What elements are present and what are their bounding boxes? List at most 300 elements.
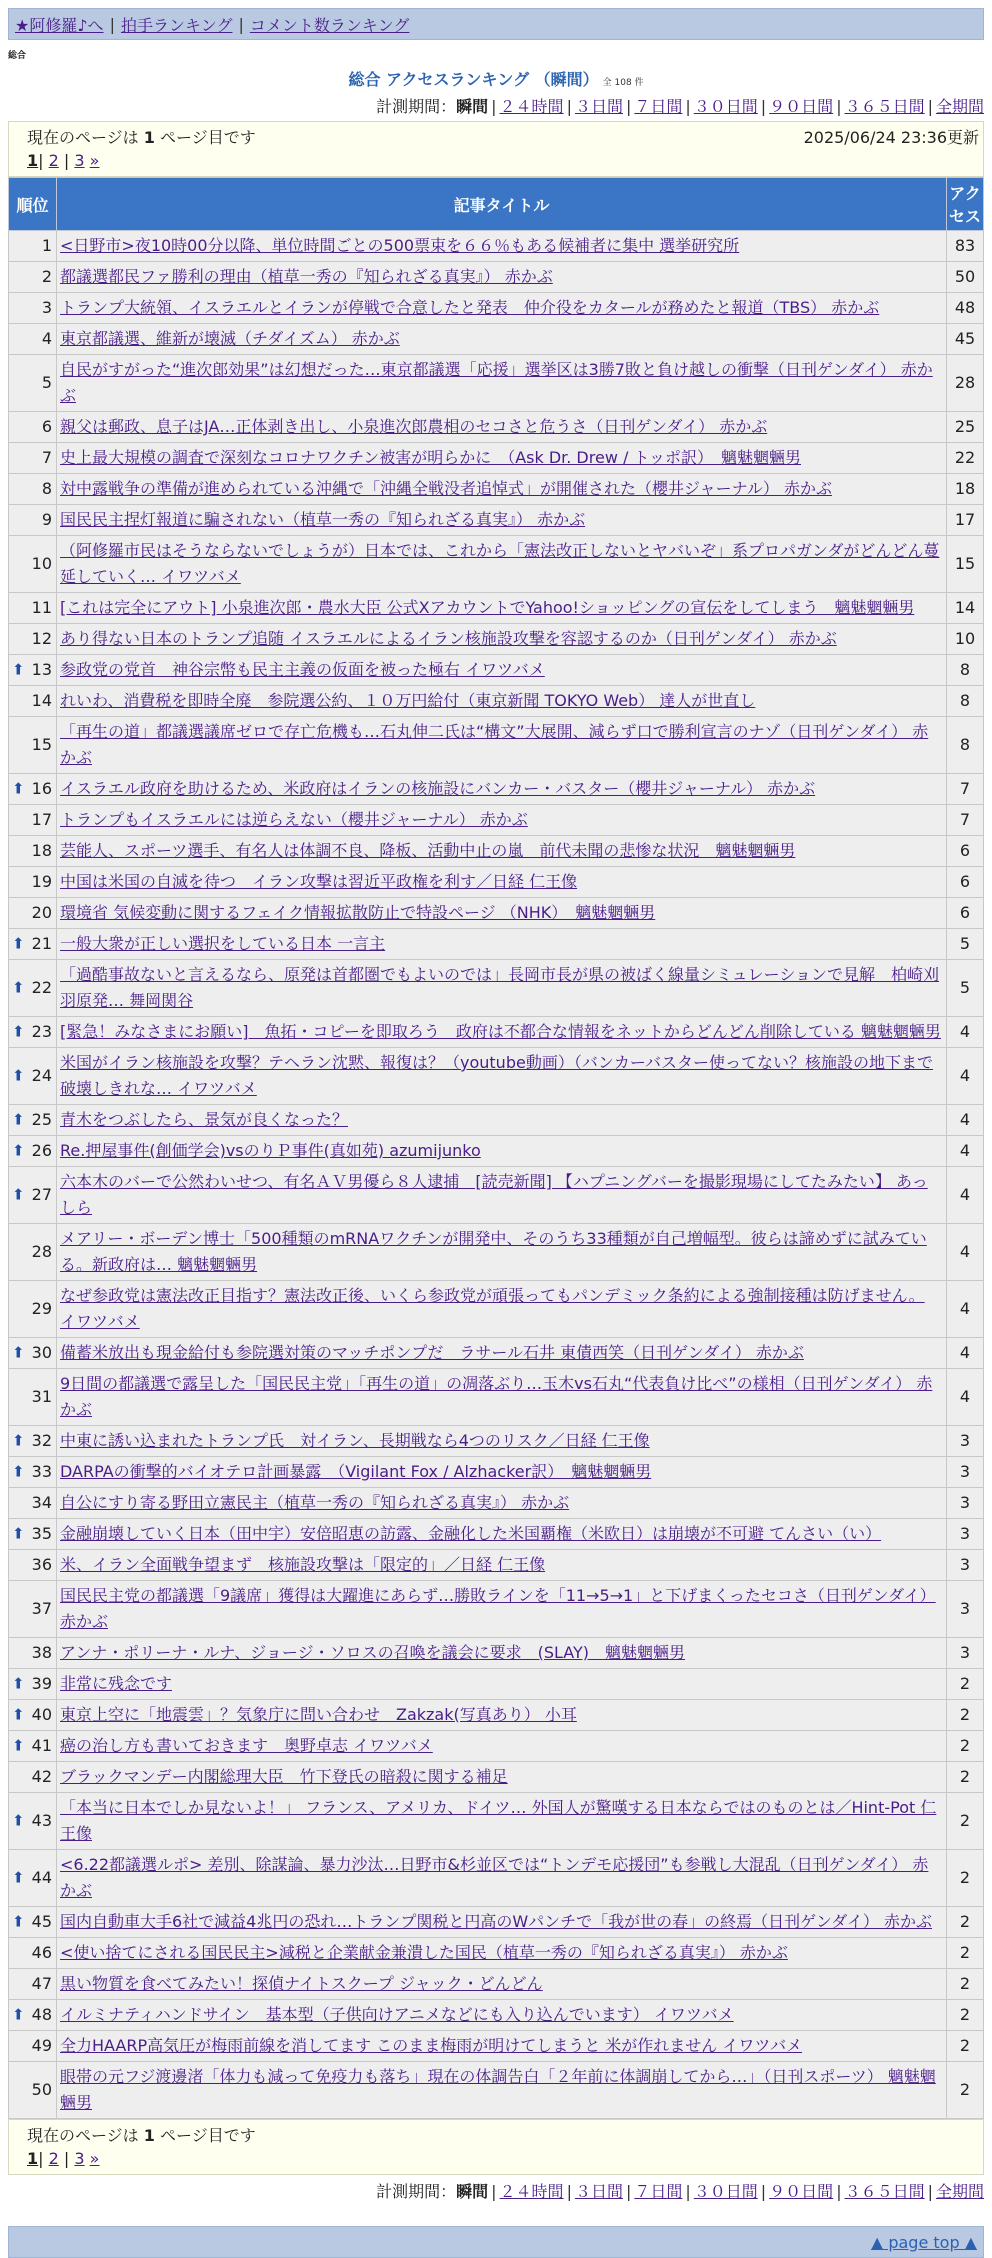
table-row (9, 443, 984, 474)
pager-separator: | (63, 151, 70, 170)
page-top-link[interactable]: ▲ page top ▲ (870, 2232, 977, 2252)
access-count: 2 (947, 2062, 984, 2119)
title-cell (57, 1938, 947, 1969)
table-row (9, 231, 984, 262)
rank-up-arrow-icon: ⬆ (12, 1524, 25, 1543)
rank-cell (9, 717, 57, 774)
title-cell (57, 867, 947, 898)
rank-cell (9, 1762, 57, 1793)
period-separator: | (491, 2182, 497, 2201)
access-count: 8 (947, 686, 984, 717)
pager-page-0: 1 (27, 2149, 39, 2168)
article-link[interactable]: 中東に誘い込まれたトランプ氏 対イラン、長期戦なら4つのリスク／日経 仁王像 (60, 1431, 650, 1450)
rank-cell (9, 324, 57, 355)
table-row (9, 1224, 984, 1281)
table-row (9, 412, 984, 443)
rank-cell (9, 960, 57, 1017)
article-link[interactable]: 「過酷事故ないと言えるなら、原発は首都圏でもよいのでは」長岡市長が県の被ばく線量シミュレーションで見解 柏崎刈羽原発… 舞岡関谷 (60, 965, 940, 1010)
access-count: 10 (947, 624, 984, 655)
title-cell (57, 805, 947, 836)
article-link[interactable]: 自民がすがった“進次郎効果”は幻想だった…東京都議選「応援」選挙区は3勝7敗と負け越しの衝撃（日刊ゲンダイ） 赤かぶ (60, 360, 933, 405)
rank-number: 4 (41, 329, 52, 348)
period-option-0[interactable]: ２４時間 (499, 2182, 564, 2201)
article-link[interactable]: れいわ、消費税を即時全廃 参院選公約、１０万円給付（東京新聞 TOKYO Web） 達人が世直し (60, 691, 756, 710)
period-option-1[interactable]: ３日間 (574, 2182, 623, 2201)
table-row (9, 898, 984, 929)
article-link[interactable]: なぜ参政党は憲法改正目指す？憲法改正後、いくら参政党が頑張ってもパンデミック条約による強制接種は防げません。 イワツバメ (60, 1286, 925, 1331)
rank-number: 41 (31, 1736, 52, 1755)
title-cell (57, 293, 947, 324)
access-count: 3 (947, 1519, 984, 1550)
access-count: 4 (947, 1224, 984, 1281)
article-link[interactable]: ブラックマンデー内閣総理大臣 竹下登氏の暗殺に関する補足 (60, 1767, 508, 1786)
article-link[interactable]: 金融崩壊していく日本（田中宇）安倍昭恵の訪露、金融化した米国覇権（米欧日）は崩壊が不可避 てんさい（い） (60, 1524, 882, 1543)
rank-number: 15 (31, 735, 52, 754)
title-cell (57, 624, 947, 655)
access-count: 4 (947, 1167, 984, 1224)
pager-page-3[interactable]: » (89, 151, 100, 170)
title-cell (57, 262, 947, 293)
title-cell (57, 836, 947, 867)
access-count: 3 (947, 1488, 984, 1519)
rank-cell (9, 1167, 57, 1224)
rank-number: 42 (31, 1767, 52, 1786)
title-cell (57, 1850, 947, 1907)
article-link[interactable]: DARPAの衝撃的バイオテロ計画暴露 （Vigilant Fox / Alzhacker訳） 魑魅魍魎男 (60, 1462, 652, 1481)
article-link[interactable]: トランプもイスラエルには逆らえない（櫻井ジャーナル） 赤かぶ (60, 810, 528, 829)
access-count: 3 (947, 1457, 984, 1488)
rank-cell (9, 1938, 57, 1969)
access-count: 2 (947, 1669, 984, 1700)
rank-up-arrow-icon: ⬆ (12, 1674, 25, 1693)
pager-page-1[interactable]: 2 (48, 151, 59, 170)
rank-up-arrow-icon: ⬆ (12, 1912, 25, 1931)
table-row (9, 805, 984, 836)
article-link[interactable]: トランプ大統領、イスラエルとイランが停戦で合意したと発表 仲介役をカタールが務めたと報道（TBS） 赤かぶ (60, 298, 880, 317)
title-cell (57, 593, 947, 624)
article-link[interactable]: 六本木のバーで公然わいせつ、有名ＡＶ男優ら８人逮捕 [読売新聞] 【ハプニングバーを撮影現場にしてたみたい】 あっしら (60, 1172, 928, 1217)
rank-number: 5 (41, 373, 52, 392)
rank-cell (9, 2062, 57, 2119)
rank-up-arrow-icon: ⬆ (12, 1431, 25, 1450)
table-row (9, 624, 984, 655)
rank-up-arrow-icon: ⬆ (12, 1462, 25, 1481)
article-link[interactable]: 全力HAARP高気圧が梅雨前線を消してます このまま梅雨が明けてしまうと 米が作れません イワツバメ (60, 2036, 803, 2055)
title-cell (57, 474, 947, 505)
article-link[interactable]: 米国がイラン核施設を攻撃？テヘラン沈黙、報復は？（youtube動画）（バンカーバスター使ってない？核施設の地下まで破壊しきれな… イワツバメ (60, 1053, 934, 1098)
table-row (9, 1105, 984, 1136)
rank-number: 28 (31, 1242, 52, 1261)
article-link[interactable]: 青木をつぶしたら、景気が良くなった？ (60, 1110, 349, 1129)
period-separator: | (927, 97, 933, 116)
title-cell (57, 1224, 947, 1281)
table-row (9, 867, 984, 898)
period-option-2[interactable]: ７日間 (634, 2182, 683, 2201)
rank-number: 35 (31, 1524, 52, 1543)
rank-cell (9, 1731, 57, 1762)
rank-cell (9, 231, 57, 262)
table-row (9, 836, 984, 867)
article-link[interactable]: 備蓄米放出も現金給付も参院選対策のマッチポンプだ ラサール石井 東債西笑（日刊ゲンダイ） 赤かぶ (60, 1343, 804, 1362)
rank-cell (9, 1969, 57, 2000)
article-link[interactable]: [これは完全にアウト] 小泉進次郎・農水大臣 公式XアカウントでYahoo!ショッピングの宣伝をしてしまう 魑魅魍魎男 (60, 598, 915, 617)
access-count: 2 (947, 2031, 984, 2062)
total-count: 全 108 件 (602, 78, 644, 88)
title-cell (57, 412, 947, 443)
article-link[interactable]: 自公にすり寄る野田立憲民主（植草一秀の『知られざる真実』） 赤かぶ (60, 1493, 570, 1512)
period-separator: | (760, 2182, 767, 2201)
rank-number: 23 (31, 1022, 52, 1041)
rank-cell (9, 2000, 57, 2031)
rank-number: 32 (31, 1431, 52, 1450)
rank-cell (9, 1224, 57, 1281)
rank-number: 19 (31, 872, 52, 891)
title-cell (57, 1638, 947, 1669)
access-count: 2 (947, 1969, 984, 2000)
rank-number: 11 (31, 598, 52, 617)
nav-separator: | (109, 14, 115, 34)
access-count: 8 (947, 717, 984, 774)
article-link[interactable]: 中国は米国の自滅を待つ イラン攻撃は習近平政権を利す／日経 仁王像 (60, 872, 578, 891)
article-link[interactable]: 米、イラン全面戦争望まず 核施設攻撃は「限定的」／日経 仁王像 (60, 1555, 546, 1574)
rank-up-arrow-icon: ⬆ (12, 660, 25, 679)
pager-page-1[interactable]: 2 (48, 2149, 59, 2168)
rank-number: 20 (31, 903, 52, 922)
title-cell (57, 960, 947, 1017)
article-link[interactable]: 史上最大規模の調査で深刻なコロナワクチン被害が明らかに （Ask Dr. Drew / トッポ訳） 魑魅魍魎男 (60, 448, 801, 467)
rank-number: 44 (31, 1868, 52, 1887)
title-cell (57, 2062, 947, 2119)
period-separator: | (927, 2182, 933, 2201)
rank-number: 10 (31, 554, 52, 573)
rank-number: 13 (31, 660, 52, 679)
access-count: 6 (947, 836, 984, 867)
article-link[interactable]: 参政党の党首 神谷宗幣も民主主義の仮面を被った極右 イワツバメ (60, 660, 545, 679)
title-cell (57, 1581, 947, 1638)
rank-up-arrow-icon: ⬆ (12, 1185, 25, 1204)
rank-cell (9, 1281, 57, 1338)
rank-number: 39 (31, 1674, 52, 1693)
rank-cell (9, 686, 57, 717)
period-option-6[interactable]: 全期間 (935, 97, 984, 116)
table-row (9, 1938, 984, 1969)
title-cell (57, 324, 947, 355)
title-cell (57, 1136, 947, 1167)
period-option-1[interactable]: ３日間 (574, 97, 623, 116)
access-count: 17 (947, 505, 984, 536)
table-row (9, 355, 984, 412)
access-count: 2 (947, 2000, 984, 2031)
access-count: 2 (947, 1850, 984, 1907)
title-cell (57, 355, 947, 412)
pager-page-2[interactable]: 3 (74, 2149, 85, 2168)
article-link[interactable]: 都議選都民ファ勝利の理由（植草一秀の『知られざる真実』） 赤かぶ (60, 267, 553, 286)
title-cell (57, 686, 947, 717)
article-link[interactable]: 国内自動車大手6社で減益4兆円の恐れ…トランプ関税と円高のWパンチで「我が世の春」の終焉（日刊ゲンダイ） 赤かぶ (60, 1912, 932, 1931)
title-cell (57, 1700, 947, 1731)
article-link[interactable]: 眼帯の元フジ渡邊渚「体力も減って免疫力も落ち」現在の体調告白「２年前に体調崩してから…」（日刊スポーツ） 魑魅魍魎男 (60, 2067, 936, 2112)
access-count: 4 (947, 1338, 984, 1369)
period-separator: | (566, 2182, 572, 2201)
access-count: 18 (947, 474, 984, 505)
top-nav-bar (8, 8, 984, 40)
period-current: 瞬間 (456, 97, 489, 116)
rank-number: 2 (41, 267, 52, 286)
rank-number: 18 (31, 841, 52, 860)
table-row (9, 2062, 984, 2119)
period-separator: | (836, 2182, 842, 2201)
article-link[interactable]: アンナ・ポリーナ・ルナ、ジョージ・ソロスの召喚を議会に要求 (SLAY) 魑魅魍魎男 (60, 1643, 685, 1662)
article-link[interactable]: Re.押屋事件(創価学会)vsのりＰ事件(真如苑) azumijunko (60, 1141, 481, 1160)
table-row (9, 1136, 984, 1167)
rank-cell (9, 1907, 57, 1938)
period-option-4[interactable]: ９０日間 (769, 97, 834, 116)
article-link[interactable]: メアリー・ボーデン博士「500種類のmRNAワクチンが開発中、そのうち33種類が自己増幅型。彼らは諦めずに試みている。新政府は… 魑魅魍魎男 (60, 1229, 927, 1274)
nav-link-2[interactable]: コメント数ランキング (249, 15, 410, 35)
access-count: 3 (947, 1426, 984, 1457)
article-link[interactable]: あり得ない日本のトランプ追随 イスラエルによるイラン核施設攻撃を容認するのか（日刊ゲンダイ） 赤かぶ (60, 629, 837, 648)
table-row (9, 1969, 984, 2000)
rank-number: 8 (41, 479, 52, 498)
article-link[interactable]: 一般大衆が正しい選択をしている日本 一言主 (60, 934, 386, 953)
rank-cell (9, 1550, 57, 1581)
access-count: 2 (947, 1731, 984, 1762)
table-row (9, 1793, 984, 1850)
pager-separator: | (38, 151, 44, 170)
rank-cell (9, 536, 57, 593)
access-count: 50 (947, 262, 984, 293)
access-count: 6 (947, 867, 984, 898)
table-row (9, 1550, 984, 1581)
title-cell (57, 655, 947, 686)
rank-cell (9, 655, 57, 686)
period-selector-top (8, 94, 984, 117)
rank-cell (9, 1700, 57, 1731)
period-option-0[interactable]: ２４時間 (499, 97, 564, 116)
article-link[interactable]: 国民民主党の都議選「9議席」獲得は大躍進にあらず…勝敗ラインを「11→5→1」と下げまくったセコさ（日刊ゲンダイ） 赤かぶ (60, 1586, 936, 1631)
rank-cell (9, 262, 57, 293)
title-cell (57, 774, 947, 805)
article-link[interactable]: 対中露戦争の準備が進められている沖縄で「沖縄全戦没者追悼式」が開催された（櫻井ジャーナル） 赤かぶ (60, 479, 832, 498)
title-cell (57, 2031, 947, 2062)
rank-up-arrow-icon: ⬆ (12, 1141, 25, 1160)
rank-cell (9, 505, 57, 536)
title-cell (57, 1105, 947, 1136)
period-option-3[interactable]: ３０日間 (693, 2182, 758, 2201)
access-count: 2 (947, 1907, 984, 1938)
article-link[interactable]: 親父は郵政、息子はJA…正体剥き出し、小泉進次郎農相のセコさと危うさ（日刊ゲンダイ） 赤かぶ (60, 417, 768, 436)
article-link[interactable]: 芸能人、スポーツ選手、有名人は体調不良、降板、活動中止の嵐 前代未聞の悲惨な状況 魑魅魍魎男 (60, 841, 796, 860)
title-cell (57, 2000, 947, 2031)
rank-up-arrow-icon: ⬆ (12, 1022, 25, 1041)
rank-cell (9, 867, 57, 898)
access-count: 15 (947, 536, 984, 593)
article-link[interactable]: 9日間の都議選で露呈した「国民民主党」「再生の道」の凋落ぶり…玉木vs石丸“代表負け比べ”の様相（日刊ゲンダイ） 赤かぶ (60, 1374, 933, 1419)
title-cell (57, 929, 947, 960)
article-link[interactable]: 東京都議選、維新が壊滅（チダイズム） 赤かぶ (60, 329, 400, 348)
period-label: 計測期間： (376, 97, 457, 116)
rank-number: 6 (41, 417, 52, 436)
table-row (9, 1669, 984, 1700)
access-count: 48 (947, 293, 984, 324)
page-info-top (8, 121, 984, 177)
period-option-2[interactable]: ７日間 (634, 97, 683, 116)
access-count: 3 (947, 1581, 984, 1638)
period-option-5[interactable]: ３６５日間 (844, 97, 925, 116)
access-count: 4 (947, 1281, 984, 1338)
table-row (9, 960, 984, 1017)
rank-number: 36 (31, 1555, 52, 1574)
table-row (9, 1519, 984, 1550)
period-separator: | (836, 97, 842, 116)
title-cell (57, 1369, 947, 1426)
nav-separator: | (238, 14, 244, 34)
rank-number: 34 (31, 1493, 52, 1512)
rank-number: 49 (31, 2036, 52, 2055)
table-row (9, 1048, 984, 1105)
rank-cell (9, 1488, 57, 1519)
title-cell (57, 898, 947, 929)
rank-cell (9, 1669, 57, 1700)
article-link[interactable]: 「再生の道」都議選議席ゼロで存亡危機も…石丸伸二氏は“構文”大展開、減らず口で勝利宣言のナゾ（日刊ゲンダイ） 赤かぶ (60, 722, 929, 767)
rank-number: 14 (31, 691, 52, 710)
nav-link-0[interactable]: ★阿修羅♪へ (15, 15, 104, 35)
rank-number: 21 (31, 934, 52, 953)
rank-number: 45 (31, 1912, 52, 1931)
title-cell (57, 1017, 947, 1048)
rank-number: 38 (31, 1643, 52, 1662)
rank-up-arrow-icon: ⬆ (12, 934, 25, 953)
title-cell (57, 1048, 947, 1105)
access-count: 2 (947, 1762, 984, 1793)
period-separator: | (625, 97, 632, 116)
rank-cell (9, 293, 57, 324)
rank-up-arrow-icon: ⬆ (12, 1343, 25, 1362)
title-cell (57, 1281, 947, 1338)
article-link[interactable]: 国民民主捏灯報道に騙されない（植草一秀の『知られざる真実』） 赤かぶ (60, 510, 586, 529)
rank-up-arrow-icon: ⬆ (12, 1868, 25, 1887)
pager-page-2[interactable]: 3 (74, 151, 85, 170)
article-link[interactable]: <日野市>夜10時00分以降、単位時間ごとの500票束を６６％もある候補者に集中 選挙研究所 (60, 236, 740, 255)
rank-number: 22 (31, 978, 52, 997)
access-count: 2 (947, 1793, 984, 1850)
table-row (9, 686, 984, 717)
article-link[interactable]: 黒い物質を食べてみたい！探偵ナイトスクープ ジャック・どんどん (60, 1974, 543, 1993)
period-option-6[interactable]: 全期間 (935, 2182, 984, 2201)
access-count: 25 (947, 412, 984, 443)
table-row (9, 1167, 984, 1224)
table-row (9, 324, 984, 355)
category-label: 総合 (8, 51, 27, 61)
rank-cell (9, 774, 57, 805)
rank-cell (9, 474, 57, 505)
rank-cell (9, 1793, 57, 1850)
rank-cell (9, 1519, 57, 1550)
page-title (0, 67, 992, 90)
ranking-table (8, 177, 984, 2119)
title-cell (57, 1550, 947, 1581)
title-cell (57, 1907, 947, 1938)
rank-cell (9, 898, 57, 929)
table-row (9, 1369, 984, 1426)
rank-cell (9, 624, 57, 655)
title-cell (57, 1457, 947, 1488)
table-row (9, 1581, 984, 1638)
access-count: 5 (947, 929, 984, 960)
period-separator: | (760, 97, 767, 116)
article-link[interactable]: （阿修羅市民はそうならないでしょうが）日本では、これから「憲法改正しないとヤバいぞ」系プロパガンダがどんどん蔓延していく… イワツバメ (60, 541, 940, 586)
header-title: 記事タイトル (57, 178, 947, 231)
table-row (9, 1762, 984, 1793)
article-link[interactable]: イスラエル政府を助けるため、米政府はイランの核施設にバンカー・バスター（櫻井ジャーナル） 赤かぶ (60, 779, 816, 798)
period-separator: | (685, 2182, 691, 2201)
rank-cell (9, 2031, 57, 2062)
rank-up-arrow-icon: ⬆ (12, 779, 25, 798)
table-row (9, 1426, 984, 1457)
table-row (9, 2031, 984, 2062)
rank-cell (9, 805, 57, 836)
article-link[interactable]: 癌の治し方も書いておきます 奥野卓志 イワツバメ (60, 1736, 433, 1755)
table-row (9, 1907, 984, 1938)
access-count: 22 (947, 443, 984, 474)
period-option-5[interactable]: ３６５日間 (844, 2182, 925, 2201)
pager-page-3[interactable]: » (89, 2149, 100, 2168)
rank-number: 16 (31, 779, 52, 798)
article-link[interactable]: <6.22都議選ルポ> 差別、除謀論、暴力沙汰…日野市&杉並区では“トンデモ応援団”も参戦し大混乱（日刊ゲンダイ） 赤かぶ (60, 1855, 929, 1900)
table-row (9, 536, 984, 593)
access-count: 14 (947, 593, 984, 624)
table-row (9, 774, 984, 805)
pager-page-0: 1 (27, 151, 39, 170)
rank-number: 9 (41, 510, 52, 529)
table-header-row (9, 178, 984, 231)
period-option-4[interactable]: ９０日間 (769, 2182, 834, 2201)
access-count: 3 (947, 1638, 984, 1669)
title-cell (57, 1669, 947, 1700)
table-row (9, 293, 984, 324)
rank-cell (9, 836, 57, 867)
article-link[interactable]: 東京上空に「地震雲」？気象庁に問い合わせ Zakzak(写真あり） 小耳 (60, 1705, 577, 1724)
article-link[interactable]: 「本当に日本でしか見ないよ！」 フランス、アメリカ、ドイツ… 外国人が驚嘆する日本ならではのものとは／Hint-Pot 仁王像 (60, 1798, 937, 1843)
table-row (9, 1700, 984, 1731)
table-row (9, 1338, 984, 1369)
title-cell (57, 1519, 947, 1550)
rank-number: 27 (31, 1185, 52, 1204)
period-separator: | (625, 2182, 632, 2201)
table-row (9, 593, 984, 624)
access-count: 45 (947, 324, 984, 355)
article-link[interactable]: [緊急！みなさまにお願い] 魚拓・コピーを即取ろう 政府は不都合な情報をネットからどんどん削除している 魑魅魍魎男 (60, 1022, 941, 1041)
article-link[interactable]: イルミナティハンドサイン 基本型（子供向けアニメなどにも入り込んでいます） イワツバメ (60, 2005, 734, 2024)
pager-bottom (27, 2149, 965, 2168)
title-cell (57, 231, 947, 262)
rank-number: 46 (31, 1943, 52, 1962)
rank-up-arrow-icon: ⬆ (12, 2005, 25, 2024)
access-count: 83 (947, 231, 984, 262)
title-cell (57, 536, 947, 593)
article-link[interactable]: 非常に残念です (60, 1674, 173, 1693)
access-count: 4 (947, 1017, 984, 1048)
rank-up-arrow-icon: ⬆ (12, 1066, 25, 1085)
rank-cell (9, 929, 57, 960)
rank-number: 7 (41, 448, 52, 467)
article-link[interactable]: 環境省 気候変動に関するフェイク情報拡散防止で特設ページ （NHK） 魑魅魍魎男 (60, 903, 656, 922)
period-option-3[interactable]: ３０日間 (693, 97, 758, 116)
nav-link-1[interactable]: 拍手ランキング (120, 15, 233, 35)
access-count: 3 (947, 1550, 984, 1581)
article-link[interactable]: <使い捨てにされる国民民主>減税と企業献金兼潰した国民（植草一秀の『知られざる真実』） 赤かぶ (60, 1943, 788, 1962)
access-count: 4 (947, 1369, 984, 1426)
